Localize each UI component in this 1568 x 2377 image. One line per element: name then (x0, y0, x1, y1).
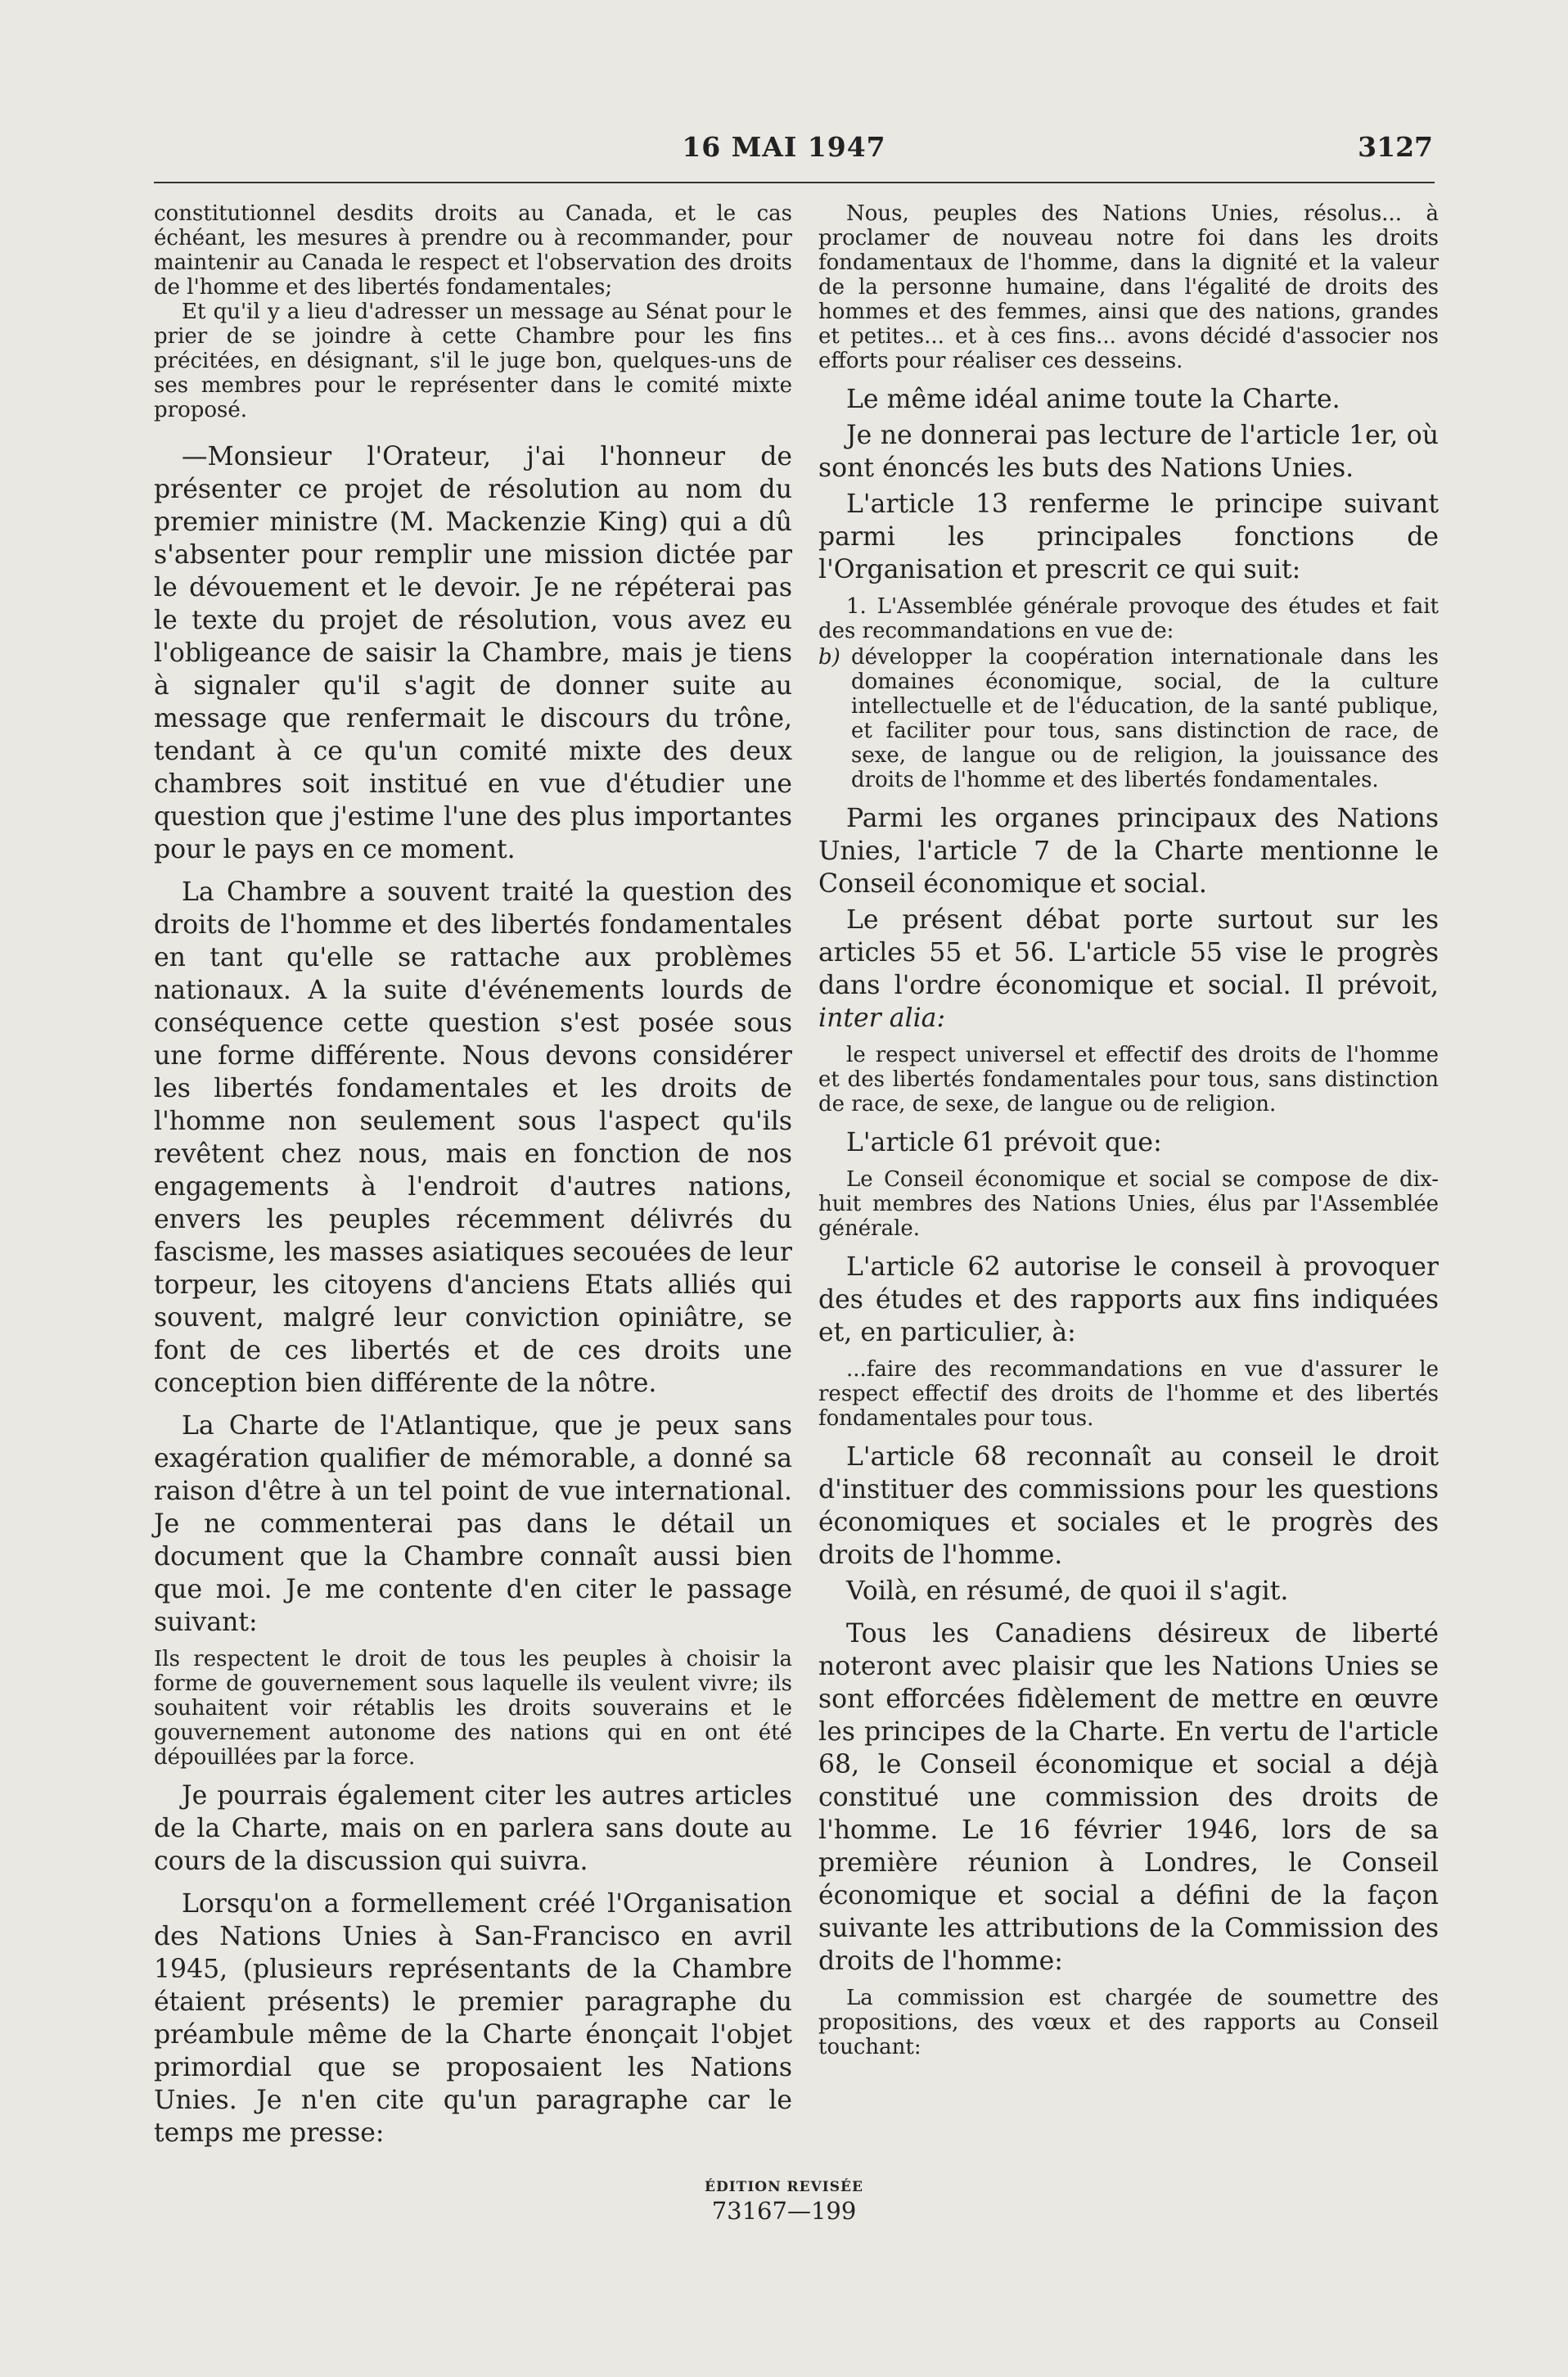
quote-article-55: le respect universel et effectif des droits de l'homme et des libertés fondamentales pour tous, sans distinction de race, de sexe, de langue ou de religion. (818, 1043, 1439, 1116)
quote-list-item (818, 645, 1439, 792)
body-paragraph: Lorsqu'on a formellement créé l'Organisation des Nations Unies à San-Francisco en avril 1945, (plusieurs représentants de la Chambre étaient présents) le premier paragraphe du préambule même de la Charte énonçait l'objet primordial que se proposaient les Nations Unies. Je n'en cite qu'un paragraphe car le temps me presse: (154, 1889, 792, 2148)
body-paragraph: Voilà, en résumé, de quoi il s'agit. (846, 1576, 1289, 1606)
quote-atlantic-charter: Ils respectent le droit de tous les peuples à choisir la forme de gouvernement sous laquelle ils veulent vivre; ils souhaitent voir rétablis les droits souverains et le gouvernement autonome des nations qui en ont été dépouillées par la force. (154, 1647, 792, 1770)
header-date: 16 MAI 1947 (682, 131, 886, 163)
right-column (818, 201, 1439, 2059)
body-paragraph: L'article 61 prévoit que: (846, 1128, 1162, 1157)
body-paragraph: Le même idéal anime toute la Charte. (846, 385, 1340, 414)
edition-label: ÉDITION REVISÉE (705, 2179, 863, 2195)
header-rule (154, 182, 1435, 183)
body-paragraph: Parmi les organes principaux des Nations Unies, l'article 7 de la Charte mentionne le Conseil économique et social. (818, 804, 1439, 899)
quote-article-61: Le Conseil économique et social se compose de dix-huit membres des Nations Unies, élus par l'Assemblée générale. (818, 1167, 1439, 1241)
quote-commission-mandate: La commission est chargée de soumettre des propositions, des vœux et des rapports au Conseil touchant: (818, 1986, 1439, 2059)
body-paragraph: Je pourrais également citer les autres articles de la Charte, mais on en parlera sans doute au cours de la discussion qui suivra. (154, 1781, 792, 1876)
page-footer (0, 2179, 1568, 2225)
list-marker: b) (818, 645, 840, 670)
body-paragraph: La Charte de l'Atlantique, que je peux sans exagération qualifier de mémorable, a donné sa raison d'être à un tel point de vue international. Je ne commenterai pas dans le détail un document que la Chambre connaît aussi bien que moi. Je me contente d'en citer le passage suivant: (154, 1411, 792, 1637)
body-paragraph: L'article 68 reconnaît au conseil le droit d'instituer des commissions pour les questions économiques et sociales et le progrès des droits de l'homme. (818, 1442, 1439, 1570)
body-paragraph: L'article 13 renferme le principe suivant parmi les principales fonctions de l'Organisation et prescrit ce qui suit: (818, 489, 1439, 584)
quote-article-62: ...faire des recommandations en vue d'assurer le respect effectif des droits de l'homme et des libertés fondamentales pour tous. (818, 1357, 1439, 1431)
body-paragraph (818, 904, 1439, 1035)
page-header (0, 131, 1568, 180)
body-paragraph: Tous les Canadiens désireux de liberté noteront avec plaisir que les Nations Unies se sont efforcées fidèlement de mettre en œuvre les principes de la Charte. En vertu de l'article 68, le Conseil économique et social a déjà constitué une commission des droits de l'homme. Le 16 février 1946, lors de sa première réunion à Londres, le Conseil économique et social a défini de la façon suivante les attributions de la Commission des droits de l'homme: (818, 1619, 1439, 1976)
resolution-paragraph: Et qu'il y a lieu d'adresser un message au Sénat pour le prier de se joindre à cette Chambre pour les fins précitées, en désignant, s'il le juge bon, quelques-uns de ses membres pour le représenter dans le comité mixte proposé. (154, 300, 792, 422)
body-text: Le présent débat porte surtout sur les articles 55 et 56. L'article 55 vise le progrès dans l'ordre économique et social. Il prévoit, (818, 905, 1439, 1000)
quote-un-preamble: Nous, peuples des Nations Unies, résolus... à proclamer de nouveau notre foi dans les droits fondamentaux de l'homme, dans la dignité et la valeur de la personne humaine, dans l'égalité de droits des hommes et des femmes, ainsi que des nations, grandes et petites... et à ces fins... avons décidé d'associer nos efforts pour réaliser ces desseins. (818, 201, 1439, 373)
page-number: 3127 (1358, 131, 1433, 163)
quote-article-13: 1. L'Assemblée générale provoque des études et fait des recommandations en vue de: (818, 594, 1439, 643)
left-column (154, 201, 792, 2149)
body-paragraph: Je ne donnerai pas lecture de l'article 1er, où sont énoncés les buts des Nations Unies. (818, 421, 1439, 483)
body-paragraph: L'article 62 autorise le conseil à provoquer des études et des rapports aux fins indiquées et, en particulier, à: (818, 1252, 1439, 1347)
list-item-text: développer la coopération internationale dans les domaines économique, social, de la culture intellectuelle et de l'éducation, de la santé publique, et faciliter pour tous, sans distinction de race, de sexe, de langue ou de religion, la jouissance des droits de l'homme et des libertés fondamentales. (851, 645, 1439, 792)
resolution-paragraph: constitutionnel desdits droits au Canada, et le cas échéant, les mesures à prendre ou à recommander, pour maintenir au Canada le respect et l'observation des droits de l'homme et des libertés fondamentales; (154, 201, 792, 300)
italic-text: inter alia: (818, 1004, 946, 1033)
print-number: 73167—199 (711, 2197, 857, 2225)
body-paragraph: La Chambre a souvent traité la question des droits de l'homme et des libertés fondamentales en tant qu'elle se rattache aux problèmes nationaux. A la suite d'événements lourds de conséquence cette question s'est posée sous une forme différente. Nous devons considérer les libertés fondamentales et les droits de l'homme non seulement sous l'aspect qu'ils revêtent chez nous, mais en fonction de nos engagements à l'endroit d'autres nations, envers les peuples récemment délivrés du fascisme, les masses asiatiques secouées de leur torpeur, les citoyens d'anciens Etats alliés qui souvent, malgré leur conviction opiniâtre, se font de ces libertés et de ces droits une conception bien différente de la nôtre. (154, 877, 792, 1398)
body-paragraph: —Monsieur l'Orateur, j'ai l'honneur de présenter ce projet de résolution au nom du premier ministre (M. Mackenzie King) qui a dû s'absenter pour remplir une mission dictée par le dévouement et le devoir. Je ne répéterai pas le texte du projet de résolution, vous avez eu l'obligeance de saisir la Chambre, mais je tiens à signaler qu'il s'agit de donner suite au message que renfermait le discours du trône, tendant à ce qu'un comité mixte des deux chambres soit institué en vue d'étudier une question que j'estime l'une des plus importantes pour le pays en ce moment. (154, 442, 792, 864)
